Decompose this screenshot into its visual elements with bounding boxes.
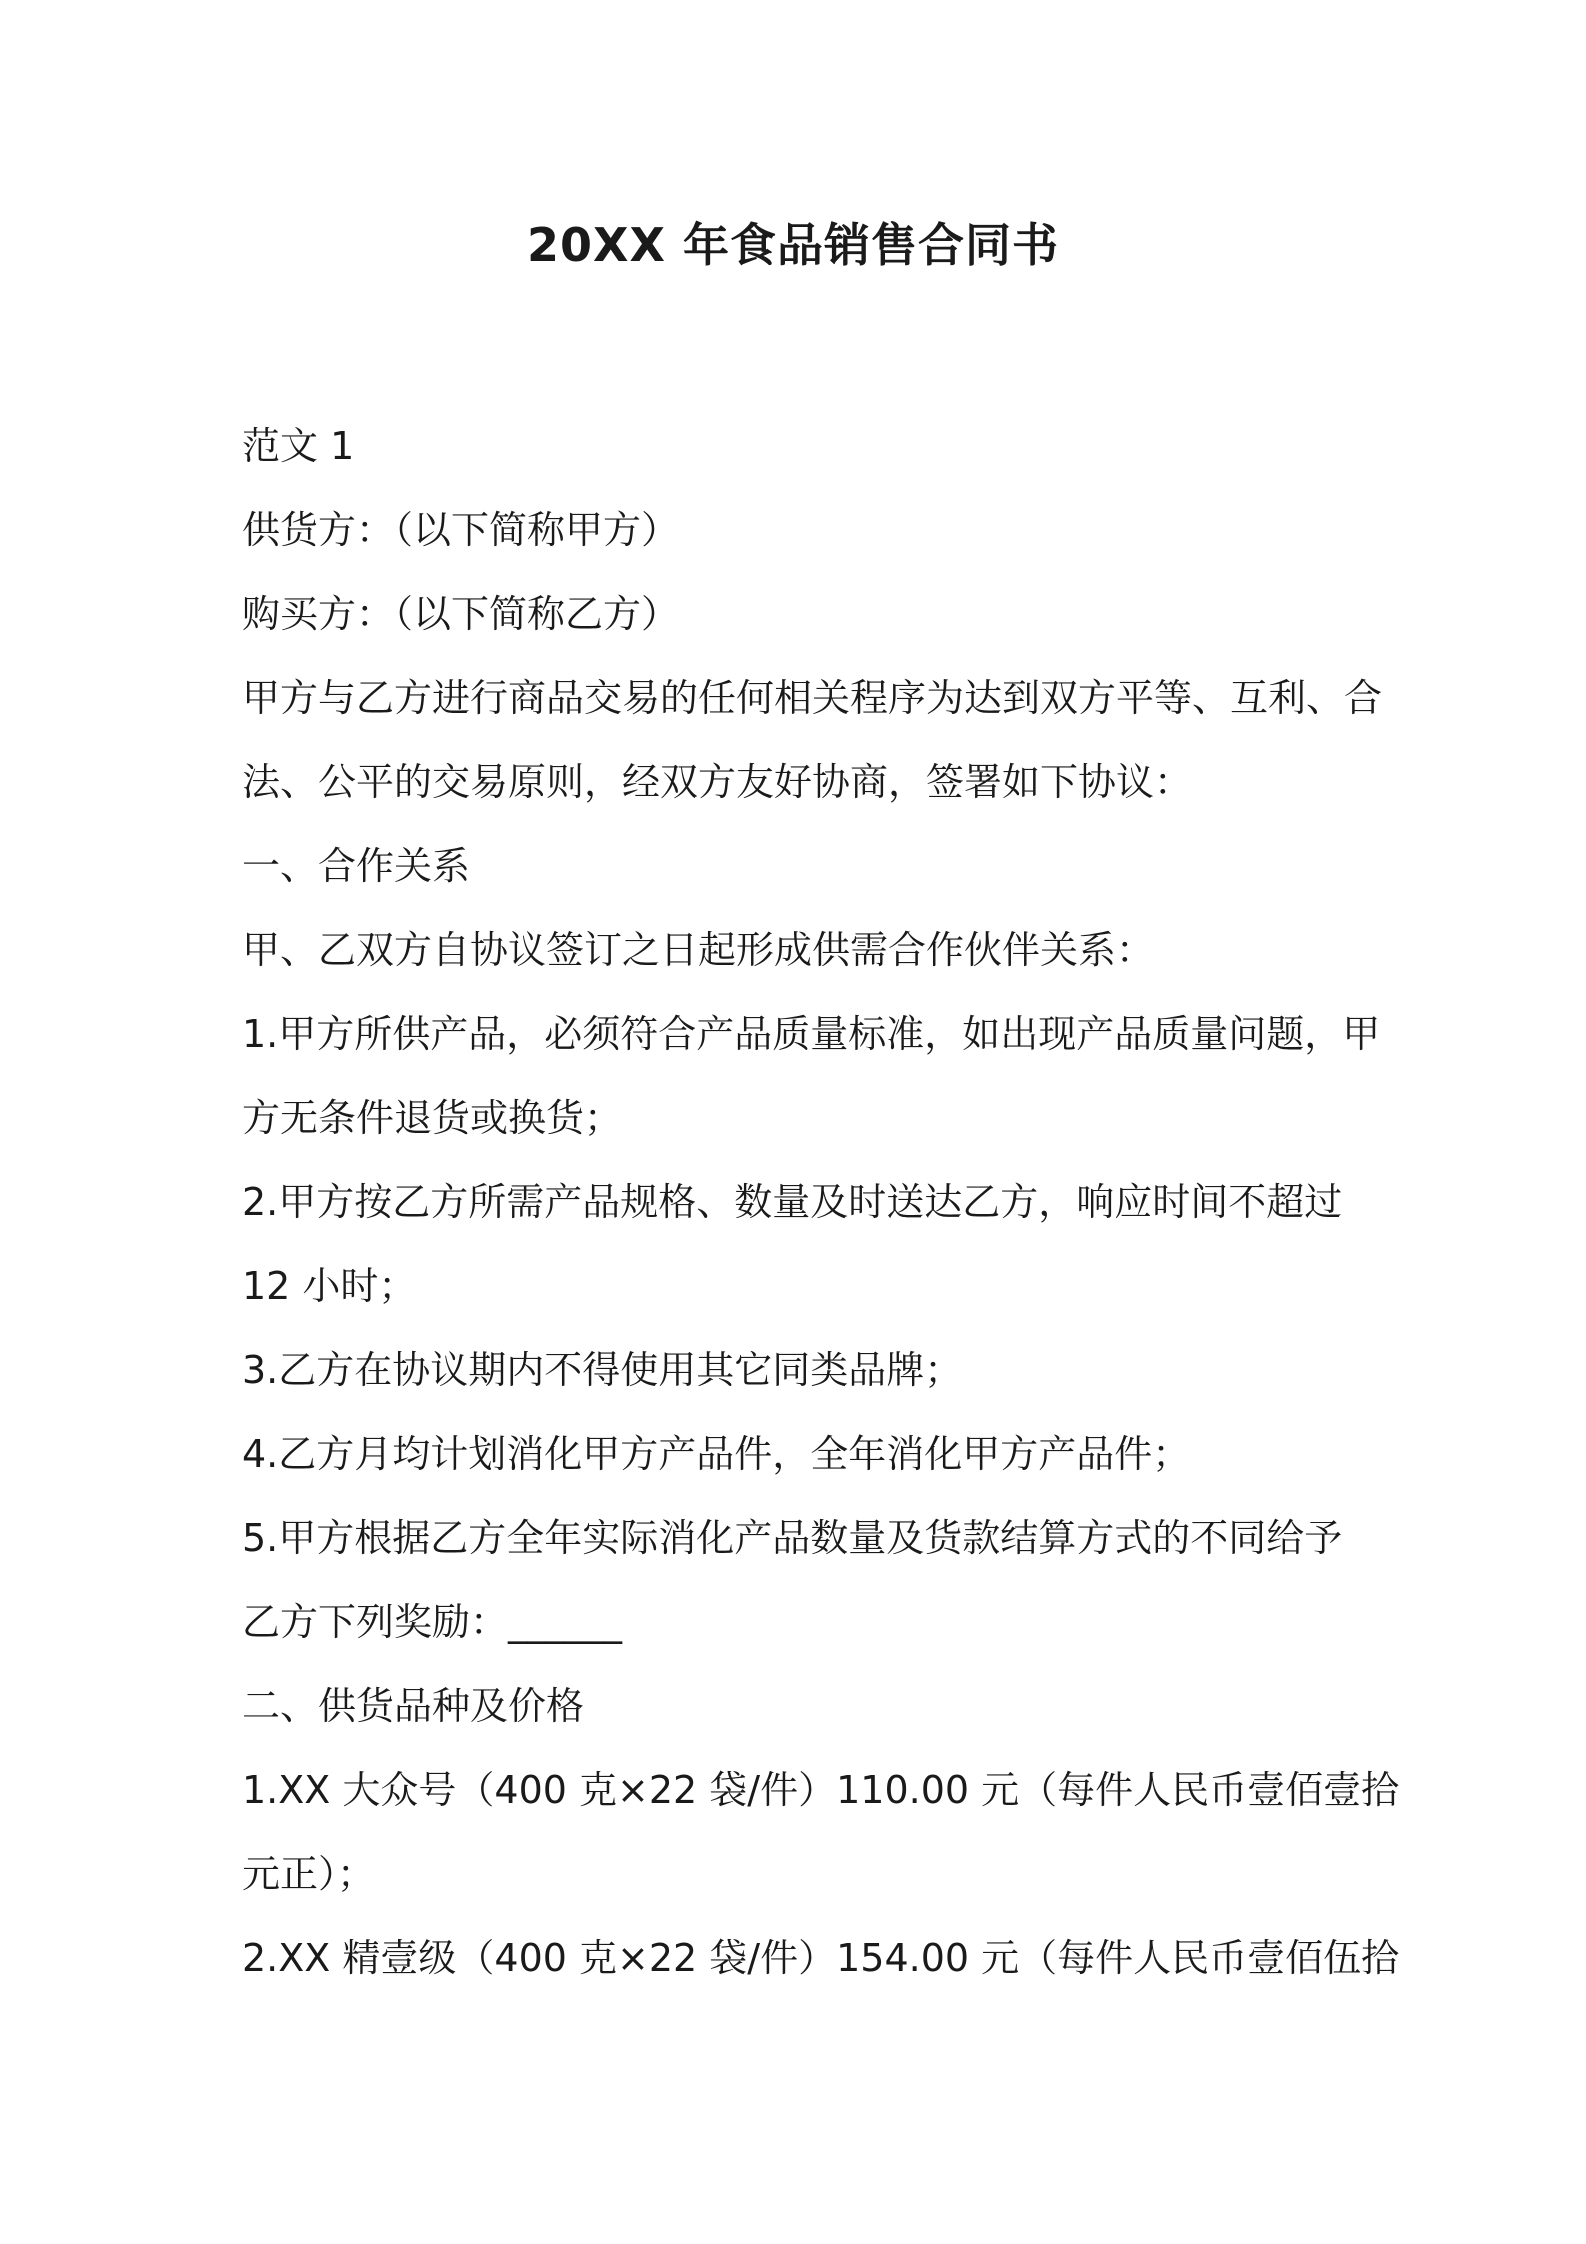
- document-body: [242, 404, 1400, 2000]
- body-line-buyer: 购买方：（以下简称乙方）: [242, 592, 680, 636]
- product-2-line-1: 2.XX 精壹级（400 克×22 袋/件）154.00 元（每件人民币壹佰伍拾: [242, 1936, 1400, 1980]
- clause-4: 4.乙方月均计划消化甲方产品件，全年消化甲方产品件；: [242, 1432, 1191, 1476]
- clause-1-line-2: 方无条件退货或换货；: [242, 1096, 623, 1140]
- clause-2-line-2: 12 小时；: [242, 1264, 417, 1308]
- clause-1-line-1: 1.甲方所供产品，必须符合产品质量标准，如出现产品质量问题，甲: [242, 1012, 1381, 1056]
- clause-3: 3.乙方在协议期内不得使用其它同类品牌；: [242, 1348, 963, 1392]
- section-heading-products-prices: 二、供货品种及价格: [242, 1684, 585, 1728]
- document-title: 20XX 年食品销售合同书: [527, 218, 1059, 272]
- clause-2-line-1: 2.甲方按乙方所需产品规格、数量及时送达乙方，响应时间不超过: [242, 1180, 1343, 1224]
- product-1-line-1: 1.XX 大众号（400 克×22 袋/件）110.00 元（每件人民币壹佰壹拾: [242, 1768, 1400, 1812]
- clause-5-line-1: 5.甲方根据乙方全年实际消化产品数量及货款结算方式的不同给予: [242, 1516, 1343, 1560]
- body-line-sample-label: 范文 1: [242, 424, 355, 468]
- product-1-line-2: 元正）；: [242, 1852, 376, 1896]
- section-heading-cooperation: 一、合作关系: [242, 844, 471, 888]
- body-line-preamble-2: 法、公平的交易原则，经双方友好协商，签署如下协议：: [242, 760, 1193, 804]
- clause-5-line-2: 乙方下列奖励：______: [242, 1600, 623, 1644]
- body-line-supplier: 供货方：（以下简称甲方）: [242, 508, 680, 552]
- body-line-partnership: 甲、乙双方自协议签订之日起形成供需合作伙伴关系：: [242, 928, 1155, 972]
- body-line-preamble-1: 甲方与乙方进行商品交易的任何相关程序为达到双方平等、互利、合: [242, 676, 1383, 720]
